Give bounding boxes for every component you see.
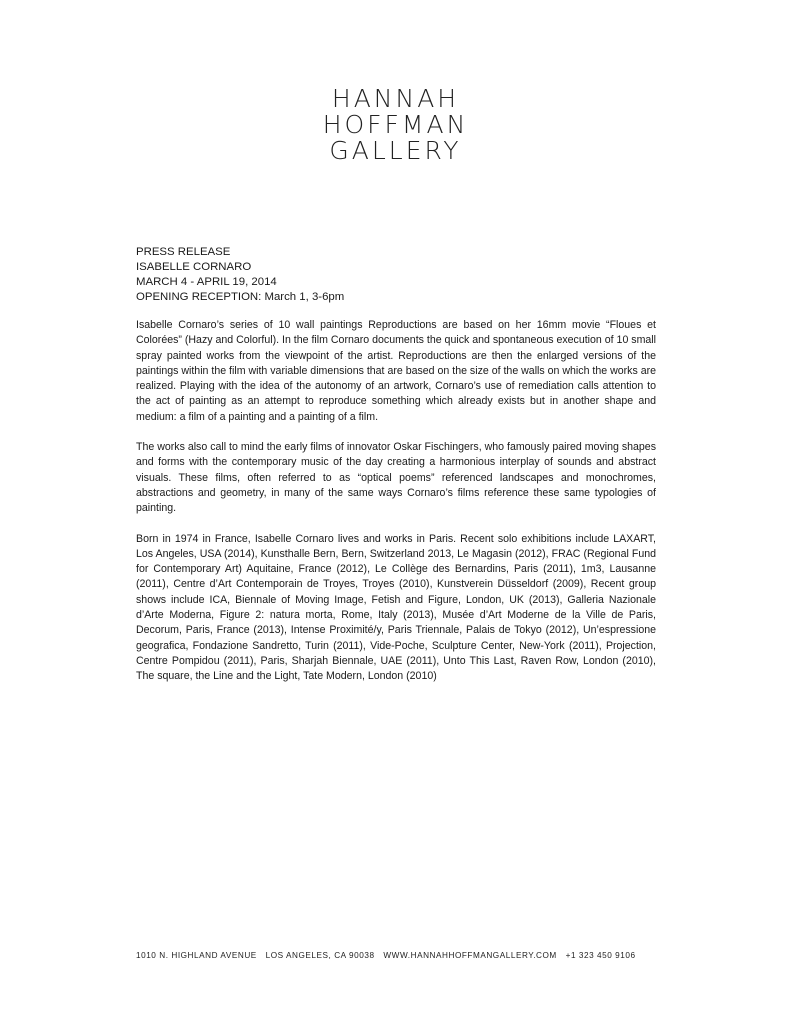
logo-line-hoffman: HOFFMAN <box>322 110 469 139</box>
paragraph-fischinger: The works also call to mind the early films of innovator Oskar Fischingers, who famously paired moving shapes and forms with the contemporary music of the day creating a harmonious interplay of sounds and abstract visuals. These films, often referred to as “optical poems” referenced landscapes and monochromes, abstractions and geometry, in many of the same ways Cornaro’s films reference these same typologies of painting. <box>136 441 656 515</box>
opening-reception: OPENING RECEPTION: March 1, 3-6pm <box>136 291 345 303</box>
letterhead-footer <box>136 951 656 960</box>
footer-website: WWW.HANNAHHOFFMANGALLERY.COM <box>383 951 557 960</box>
press-release-header <box>136 245 656 305</box>
footer-address: 1010 N. HIGHLAND AVENUE <box>136 951 257 960</box>
footer-city: LOS ANGELES, CA 90038 <box>265 951 375 960</box>
paragraph-reproductions: Isabelle Cornaro’s series of 10 wall paintings Reproductions are based on her 16mm movie “Floues et Colorées” (Hazy and Colorful). In the film Cornaro documents the quick and spontaneous execution of 10 small spray painted works from the viewpoint of the artist. Reproductions are then the enlarged versions of the paintings within the film with variable dimensions that are based on the size of the walls on which the works are realized. Playing with the idea of the autonomy of an artwork, Cornaro’s use of remediation calls attention to the act of painting as an attempt to reproduce something which already exists but in another shape and medium: a film of a painting and a painting of a film. <box>136 319 656 423</box>
press-release-body <box>136 318 656 700</box>
artist-name: ISABELLE CORNARO <box>136 261 252 273</box>
exhibition-dates: MARCH 4 - APRIL 19, 2014 <box>136 276 277 288</box>
gallery-logo <box>0 86 791 164</box>
logo-line-hannah: HANNAH <box>331 84 460 113</box>
footer-phone: +1 323 450 9106 <box>565 951 636 960</box>
paragraph-biography: Born in 1974 in France, Isabelle Cornaro lives and works in Paris. Recent solo exhibitions include LAXART, Los Angeles, USA (2014), Kunsthalle Bern, Bern, Switzerland 2013, Le Magasin (2012), FRAC (Regional Fund for Contemporary Art) Aquitaine, France (2012), Le Collège des Bernardins, Paris (2011), 1m3, Lausanne (2011), Centre d’Art Contemporain de Troyes, Troyes (2010), Kunstverein Düsseldorf (2009), Recent group shows include ICA, Biennale of Moving Image, Fetish and Figure, London, UK (2013), Galleria Nazionale d’Arte Moderna, Figure 2: natura morta, Rome, Italy (2013), Musée d’Art Moderne de la Ville de Paris, Decorum, Paris, France (2013), Intense Proximité/y, Paris Triennale, Palais de Tokyo (2012), Un’espressione geografica, Fondazione Sandretto, Turin (2011), Vide-Poche, Sculpture Center, New-York (2011), Projection, Centre Pompidou (2011), Paris, Sharjah Biennale, UAE (2011), Unto This Last, Raven Row, London (2010), The square, the Line and the Light, Tate Modern, London (2010) <box>136 532 656 683</box>
logo-line-gallery: GALLERY <box>329 136 462 165</box>
press-release-label: PRESS RELEASE <box>136 246 231 258</box>
